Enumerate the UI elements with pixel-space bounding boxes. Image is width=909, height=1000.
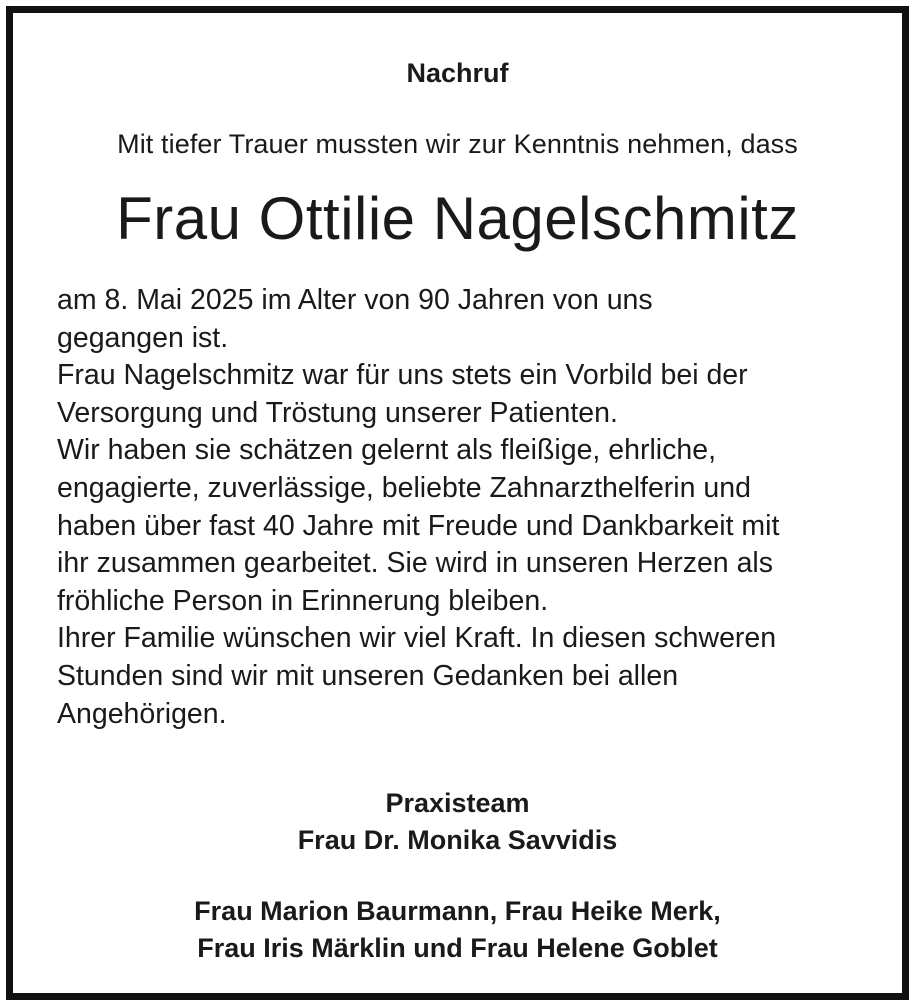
obituary-frame [6,6,909,1000]
deceased-name: Frau Ottilie Nagelschmitz [116,185,799,252]
body-line: am 8. Mai 2025 im Alter von 90 Jahren von uns [57,284,653,316]
body-line: Versorgung und Tröstung unserer Patienten. [57,396,618,429]
body-line: Wir haben sie schätzen gelernt als fleißige, ehrliche, [57,434,716,467]
signature-practice [13,785,902,859]
body-line: Angehörigen. [57,697,227,730]
body-line: Ihrer Familie wünschen wir viel Kraft. In diesen schweren [57,622,777,655]
body-line: Stunden sind wir mit unseren Gedanken bei allen [57,659,679,692]
signature-staff [13,893,902,967]
body-line: ihr zusammen gearbeitet. Sie wird in unseren Herzen als [57,547,774,580]
signature-team: Praxisteam [385,788,530,818]
body-line: gegangen ist. [57,321,229,354]
body-line: Frau Nagelschmitz war für uns stets ein Vorbild bei der [57,359,748,392]
signature-staff-line: Frau Marion Baurmann, Frau Heike Merk, [194,896,721,926]
notice-body [57,282,872,733]
intro-line: Mit tiefer Trauer mussten wir zur Kenntnis nehmen, dass [117,129,798,159]
body-line: fröhliche Person in Erinnerung bleiben. [57,584,549,617]
body-line: engagierte, zuverlässige, beliebte Zahnarzthelferin und [57,471,751,504]
body-line: haben über fast 40 Jahre mit Freude und Dankbarkeit mit [57,509,780,542]
signature-staff-line: Frau Iris Märklin und Frau Helene Goblet [197,933,718,963]
signature-doctor: Frau Dr. Monika Savvidis [297,825,618,855]
obituary-content [13,13,902,993]
notice-heading: Nachruf [406,58,509,88]
